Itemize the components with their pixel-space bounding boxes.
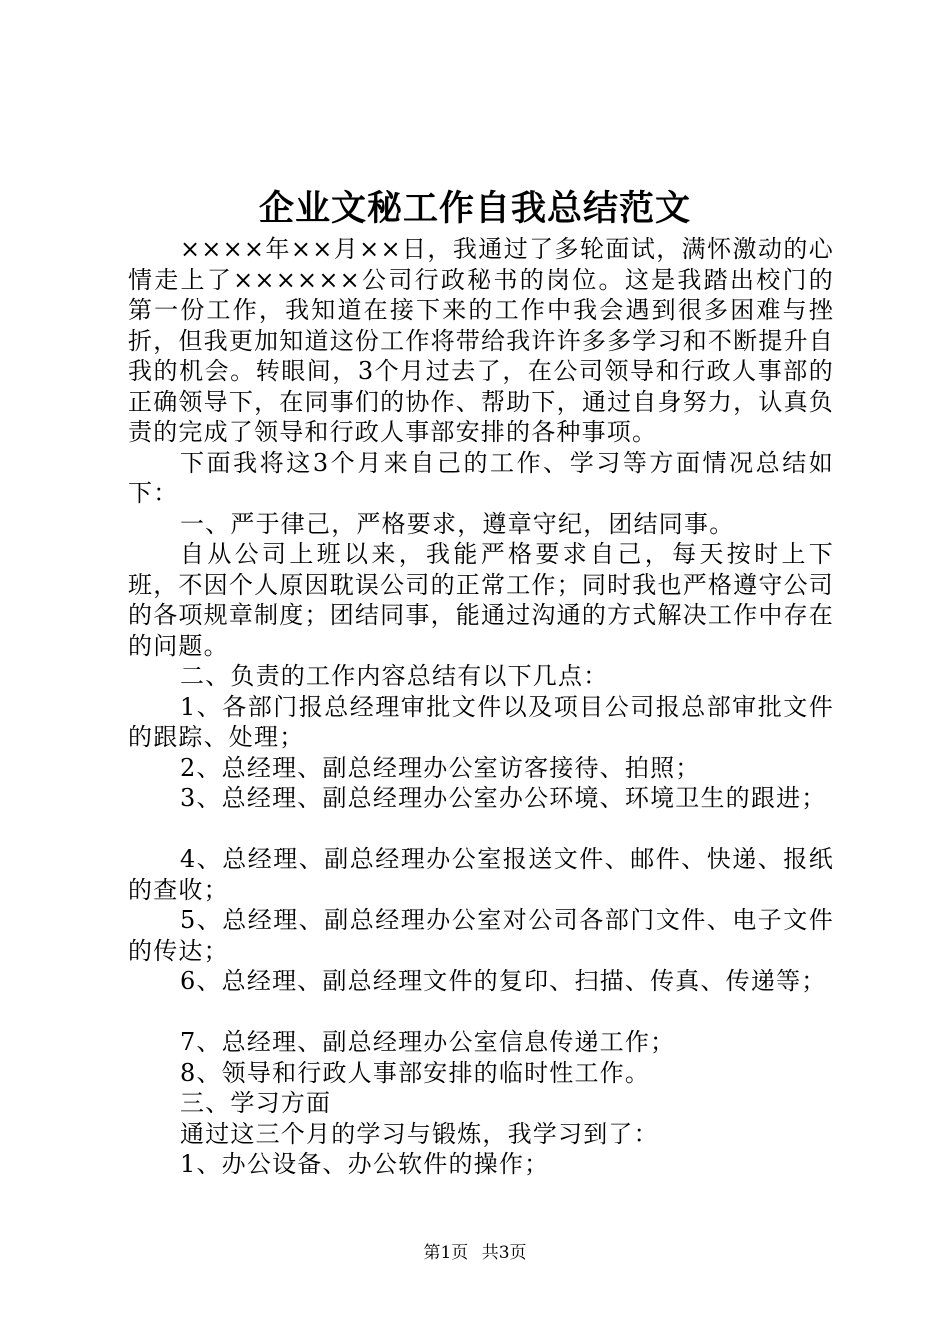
document-title: 企业文秘工作自我总结范文 xyxy=(258,188,691,229)
blank-line xyxy=(128,997,834,1028)
paragraph: 通过这三个月的学习与锻炼，我学习到了： xyxy=(180,1119,659,1148)
list-item: 1、办公设备、办公软件的操作； xyxy=(180,1150,550,1178)
list-item: 1、各部门报总经理审批文件以及项目公司报总部审批文件的跟踪、处理； xyxy=(128,692,834,751)
page-number: 第1页 xyxy=(423,1243,469,1263)
list-item: 5、总经理、副总经理办公室对公司各部门文件、电子文件的传达； xyxy=(128,906,834,965)
list-item: 6、总经理、副总经理文件的复印、扫描、传真、传递等； xyxy=(180,967,827,995)
paragraph: ××××年××月××日，我通过了多轮面试，满怀激动的心情走上了××××××公司行政秘书的岗位。这是我踏出校门的第一份工作，我知道在接下来的工作中我会遇到很多困难与挫折，但我更加知道这份工作将带给我许许多多学习和不断提升自我的机会。转眼间，3个月过去了，在公司领导和行政人事部的正确领导下，在同事们的协作、帮助下，通过自身努力，认真负责的完成了领导和行政人事部安排的各种事项。 xyxy=(128,235,834,446)
list-item: 7、总经理、副总经理办公室信息传递工作； xyxy=(180,1028,676,1056)
blank-line xyxy=(128,814,834,845)
page-footer xyxy=(0,1241,950,1265)
paragraph: 自从公司上班以来，我能严格要求自己，每天按时上下班，不因个人原因耽误公司的正常工作；同时我也严格遵守公司的各项规章制度；团结同事，能通过沟通的方式解决工作中存在的问题。 xyxy=(128,540,834,660)
paragraph: 下面我将这3个月来自己的工作、学习等方面情况总结如下： xyxy=(128,448,834,507)
section-heading: 三、学习方面 xyxy=(180,1089,332,1117)
list-item: 8、领导和行政人事部安排的临时性工作。 xyxy=(180,1058,651,1087)
list-item: 2、总经理、副总经理办公室访客接待、拍照； xyxy=(180,753,701,782)
list-item: 3、总经理、副总经理办公室办公环境、环境卫生的跟进； xyxy=(180,784,827,812)
document-body xyxy=(128,234,834,1180)
page-total: 共3页 xyxy=(481,1243,527,1263)
list-item: 4、总经理、副总经理办公室报送文件、邮件、快递、报纸的查收； xyxy=(128,845,834,904)
section-heading: 一、严于律己，严格要求，遵章守纪，团结同事。 xyxy=(180,509,735,538)
section-heading: 二、负责的工作内容总结有以下几点： xyxy=(180,662,609,690)
